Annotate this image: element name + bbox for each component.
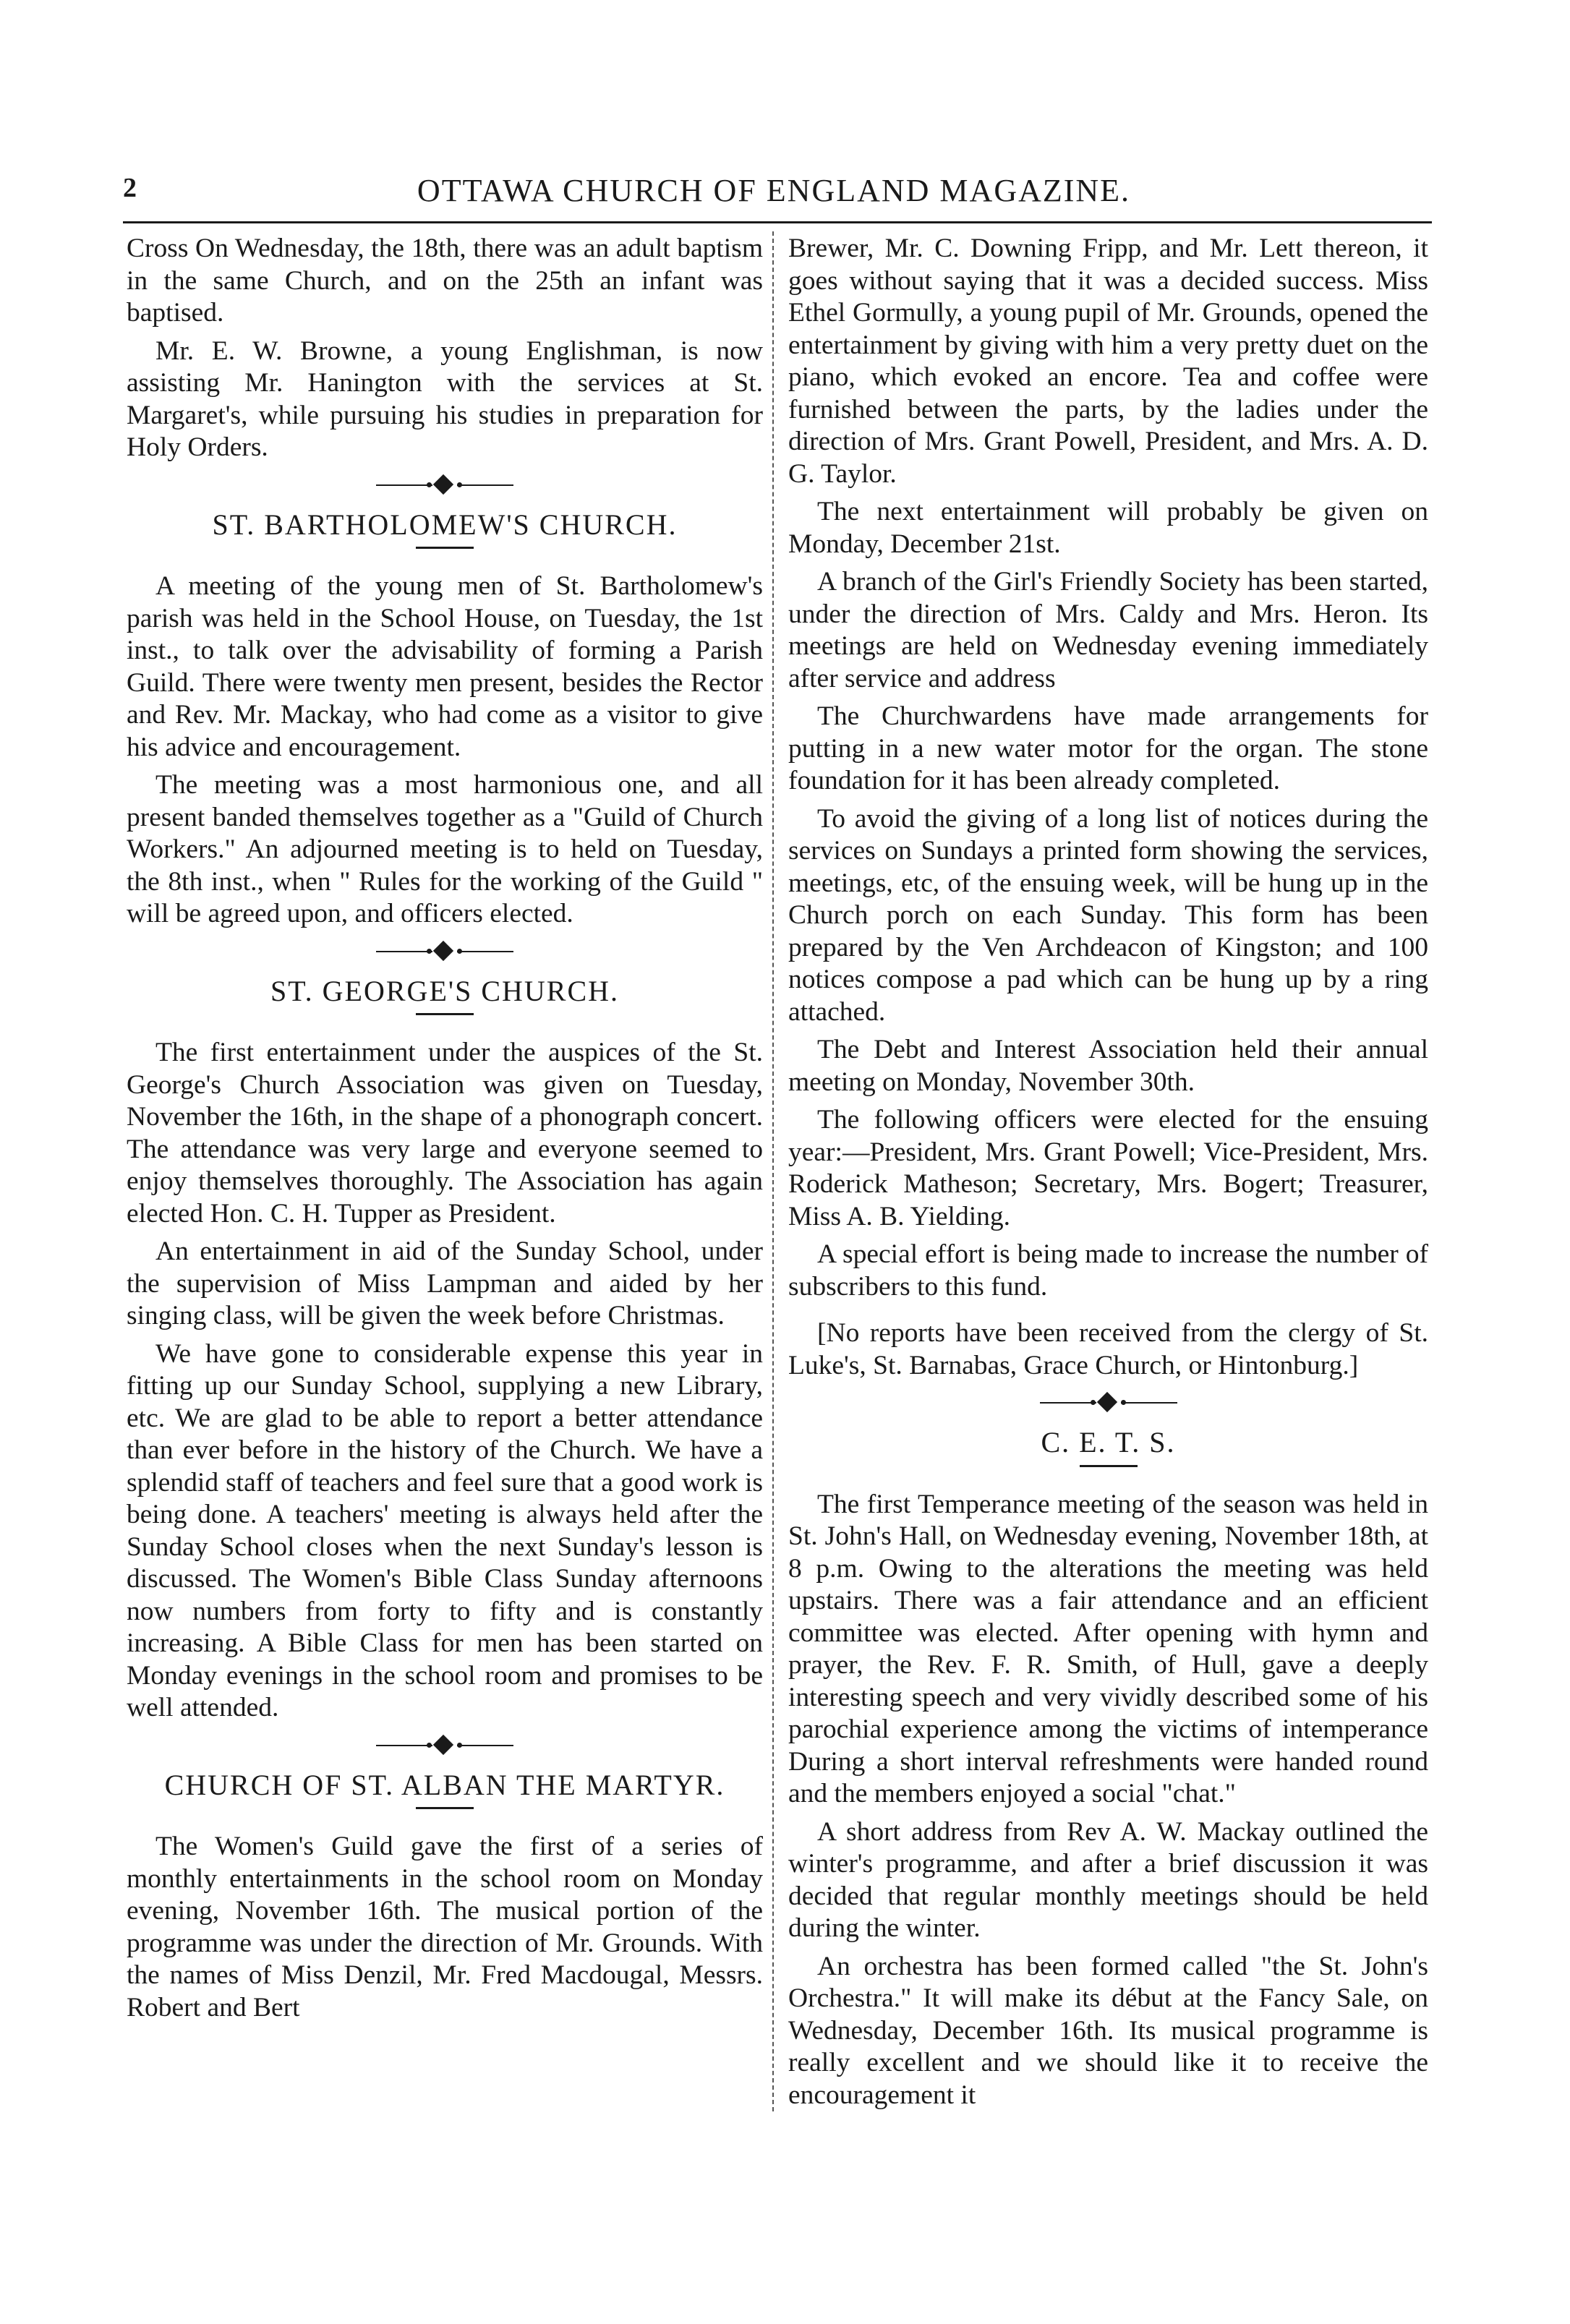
paragraph: We have gone to considerable expense this year in fitting up our Sunday School, supplying a new Library, etc. We are glad to be able to report a better attendance than ever before in the history of the Church. We have a splendid staff of teachers and feel sure that a good work is being done. A teachers' meeting is always held after the Sunday School closes when the next Sunday's lesson is discussed. The Women's Bible Class Sunday afternoons now numbers from forty to fifty and is constantly increasing. A Bible Class for men has been started on Monday evenings in the school room and promises to be well attended. — [127, 1338, 763, 1722]
section-ornament — [376, 476, 513, 495]
section-ornament — [376, 1736, 513, 1755]
heading-dash — [416, 547, 474, 549]
paragraph: The Churchwardens have made arrangements for putting in a new water motor for the organ. The stone foundation for it has been already completed. — [788, 701, 1428, 795]
paragraph: The Debt and Interest Association held their annual meeting on Monday, November 30th. — [788, 1035, 1428, 1097]
paragraph: An orchestra has been formed called "the St. John's Orchestra." It will make its début at the Fancy Sale, on Wednesday, December 16th. Its musical programme is really excellent and we should like it to receive the encouragement it — [788, 1951, 1428, 2110]
running-title: OTTAWA CHURCH OF ENGLAND MAGAZINE. — [417, 173, 1131, 208]
section-ornament — [376, 942, 513, 961]
section-heading: C. E. T. S. — [1041, 1426, 1176, 1458]
column-divider — [772, 231, 774, 2111]
paragraph: The first Temperance meeting of the season was held in St. John's Hall, on Wednesday evening, November 18th, at 8 p.m. Owing to the alterations the meeting was held upstairs. There was a fair attendance and an efficient committee was elected. After opening with hymn and prayer, the Rev. F. R. Smith, of Hull, gave a deeply interesting speech and very vividly described some of his parochial experience among the victims of intemperance During a short interval refreshments were handed round and the members enjoyed a social "chat." — [788, 1489, 1428, 1808]
paragraph: The following officers were elected for the ensuing year:—President, Mrs. Grant Powell; Vice-President, Mrs. Roderick Matheson; Secretary, Mrs. Bogert; Treasurer, Miss A. B. Yielding. — [788, 1105, 1428, 1231]
editorial-note: [No reports have been received from the clergy of St. Luke's, St. Barnabas, Grace Church, or Hintonburg.] — [788, 1318, 1428, 1380]
heading-dash — [416, 1807, 474, 1809]
page-number: 2 — [123, 173, 137, 203]
heading-dash — [1080, 1465, 1138, 1467]
paragraph: The first entertainment under the auspices of the St. George's Church Association was given on Tuesday, November the 16th, in the shape of a phonograph concert. The attendance was very large and everyone seemed to enjoy themselves thoroughly. The Association has again elected Hon. C. H. Tupper as President. — [127, 1038, 763, 1229]
paragraph: The next entertainment will probably be given on Monday, December 21st. — [788, 497, 1428, 559]
paragraph: A short address from Rev A. W. Mackay outlined the winter's programme, and after a brief discussion it was decided that regular monthly meetings should be held during the winter. — [788, 1816, 1428, 1943]
section-ornament — [1040, 1393, 1177, 1412]
paragraph: Mr. E. W. Browne, a young Englishman, is now assisting Mr. Hanington with the services at St. Margaret's, while pursuing his studies in preparation for Holy Orders. — [127, 336, 763, 462]
section-heading: ST. BARTHOLOMEW'S CHURCH. — [212, 508, 678, 541]
paragraph: Cross On Wednesday, the 18th, there was an adult baptism in the same Church, and on the 25th an infant was baptised. — [127, 234, 763, 328]
paragraph: The Women's Guild gave the first of a series of monthly entertainments in the school room on Monday evening, November 16th. The musical portion of the programme was under the direction of Mr. Grounds. With the names of Miss Denzil, Mr. Fred Macdougal, Messrs. Robert and Bert — [127, 1832, 763, 2022]
header-rule — [123, 221, 1432, 223]
paragraph: An entertainment in aid of the Sunday School, under the supervision of Miss Lampman and aided by her singing class, will be given the week before Christmas. — [127, 1236, 763, 1330]
heading-dash — [416, 1013, 474, 1015]
paragraph: Brewer, Mr. C. Downing Fripp, and Mr. Lett thereon, it goes without saying that it was a decided success. Miss Ethel Gormully, a young pupil of Mr. Grounds, opened the entertainment by giving with him a very pretty duet on the piano, which evoked an encore. Tea and coffee were furnished between the parts, by the ladies under the direction of Mrs. Grant Powell, President, and Mrs. A. D. G. Taylor. — [788, 234, 1428, 489]
paragraph: The meeting was a most harmonious one, and all present banded themselves together as a "Guild of Church Workers." An adjourned meeting is to held on Tuesday, the 8th inst., when " Rules for the working of the Guild " will be agreed upon, and officers elected. — [127, 770, 763, 928]
left-column — [127, 233, 763, 2030]
right-column — [788, 233, 1428, 2117]
paragraph: A special effort is being made to increase the number of subscribers to this fund. — [788, 1239, 1428, 1302]
section-heading: ST. GEORGE'S CHURCH. — [270, 974, 620, 1007]
paragraph: To avoid the giving of a long list of notices during the services on Sundays a printed form showing the services, meetings, etc, of the ensuing week, will be hung up in the Church porch on each Sunday. This form has been prepared by the Ven Archdeacon of Kingston; and 100 notices compose a pad which can be hung up by a ring attached. — [788, 803, 1428, 1027]
paragraph: A meeting of the young men of St. Bartholomew's parish was held in the School House, on Tuesday, the 1st inst., to talk over the advisability of forming a Parish Guild. There were twenty men present, besides the Rector and Rev. Mr. Mackay, who had come as a visitor to give his advice and encouragement. — [127, 571, 763, 762]
section-heading: CHURCH OF ST. ALBAN THE MARTYR. — [164, 1768, 725, 1801]
page-header — [123, 172, 1425, 223]
paragraph: A branch of the Girl's Friendly Society has been started, under the direction of Mrs. Caldy and Mrs. Heron. Its meetings are held on Wednesday evening immediately after service and address — [788, 567, 1428, 693]
